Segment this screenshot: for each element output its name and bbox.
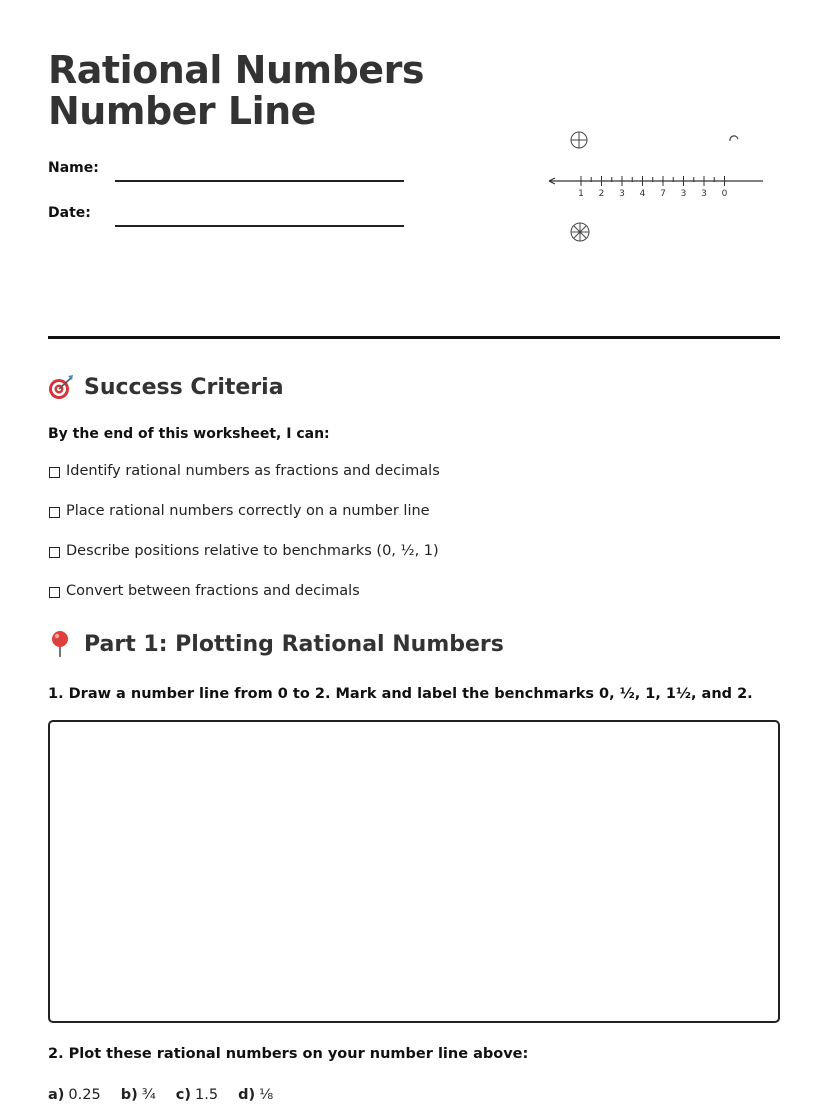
arc-icon <box>730 136 738 141</box>
question-1: 1. Draw a number line from 0 to 2. Mark and label the benchmarks 0, ½, 1, 1½, and 2. <box>48 686 753 702</box>
tick-label: 4 <box>639 189 646 199</box>
plot-items <box>48 1087 273 1103</box>
criteria-item[interactable] <box>48 503 440 543</box>
pie-circle-icon <box>571 223 589 241</box>
header-divider <box>48 336 780 339</box>
checkbox[interactable] <box>49 587 60 598</box>
success-criteria-heading <box>48 374 284 400</box>
tick-label: 3 <box>680 189 687 199</box>
plot-item-d: d) ⅛ <box>238 1087 274 1103</box>
tick-label: 0 <box>721 189 728 199</box>
criteria-item[interactable] <box>48 543 440 583</box>
number-line-svg <box>543 120 763 250</box>
target-icon <box>48 374 74 400</box>
tick-label: 1 <box>578 189 584 199</box>
crosshair-circle-icon <box>571 132 587 148</box>
number-line-figure <box>543 120 763 250</box>
date-field[interactable] <box>115 225 404 227</box>
criteria-item[interactable] <box>48 583 440 623</box>
name-field[interactable] <box>115 180 404 182</box>
checkbox[interactable] <box>49 547 60 558</box>
question-2: 2. Plot these rational numbers on your number line above: <box>48 1046 529 1062</box>
success-criteria-list <box>48 463 440 623</box>
criteria-item[interactable] <box>48 463 440 503</box>
criteria-text: Describe positions relative to benchmarks (0, ½, 1) <box>66 543 439 559</box>
success-criteria-title: Success Criteria <box>84 374 284 400</box>
number-line-tick-labels <box>578 189 728 199</box>
answer-box[interactable] <box>48 720 780 1023</box>
criteria-text: Identify rational numbers as fractions and decimals <box>66 463 440 479</box>
success-intro: By the end of this worksheet, I can: <box>48 426 330 442</box>
criteria-text: Convert between fractions and decimals <box>66 583 360 599</box>
plot-item-a: a) 0.25 <box>48 1087 101 1103</box>
plot-item-c: c) 1.5 <box>175 1087 219 1103</box>
name-label: Name: <box>48 160 99 176</box>
tick-label: 3 <box>619 189 625 199</box>
title-line-2: Number Line <box>48 89 316 133</box>
part1-heading <box>48 630 504 658</box>
worksheet-page <box>48 0 780 1118</box>
page-title <box>48 50 424 132</box>
title-line-1: Rational Numbers <box>48 48 424 92</box>
checkbox[interactable] <box>49 467 60 478</box>
tick-label: 7 <box>660 189 666 199</box>
plot-item-b: b) ¾ <box>120 1087 156 1103</box>
criteria-text: Place rational numbers correctly on a number line <box>66 503 430 519</box>
part1-title: Part 1: Plotting Rational Numbers <box>84 631 504 657</box>
checkbox[interactable] <box>49 507 60 518</box>
date-label: Date: <box>48 205 91 221</box>
tick-label: 2 <box>598 189 605 199</box>
tick-label: 3 <box>701 189 707 199</box>
pushpin-icon <box>48 630 74 658</box>
